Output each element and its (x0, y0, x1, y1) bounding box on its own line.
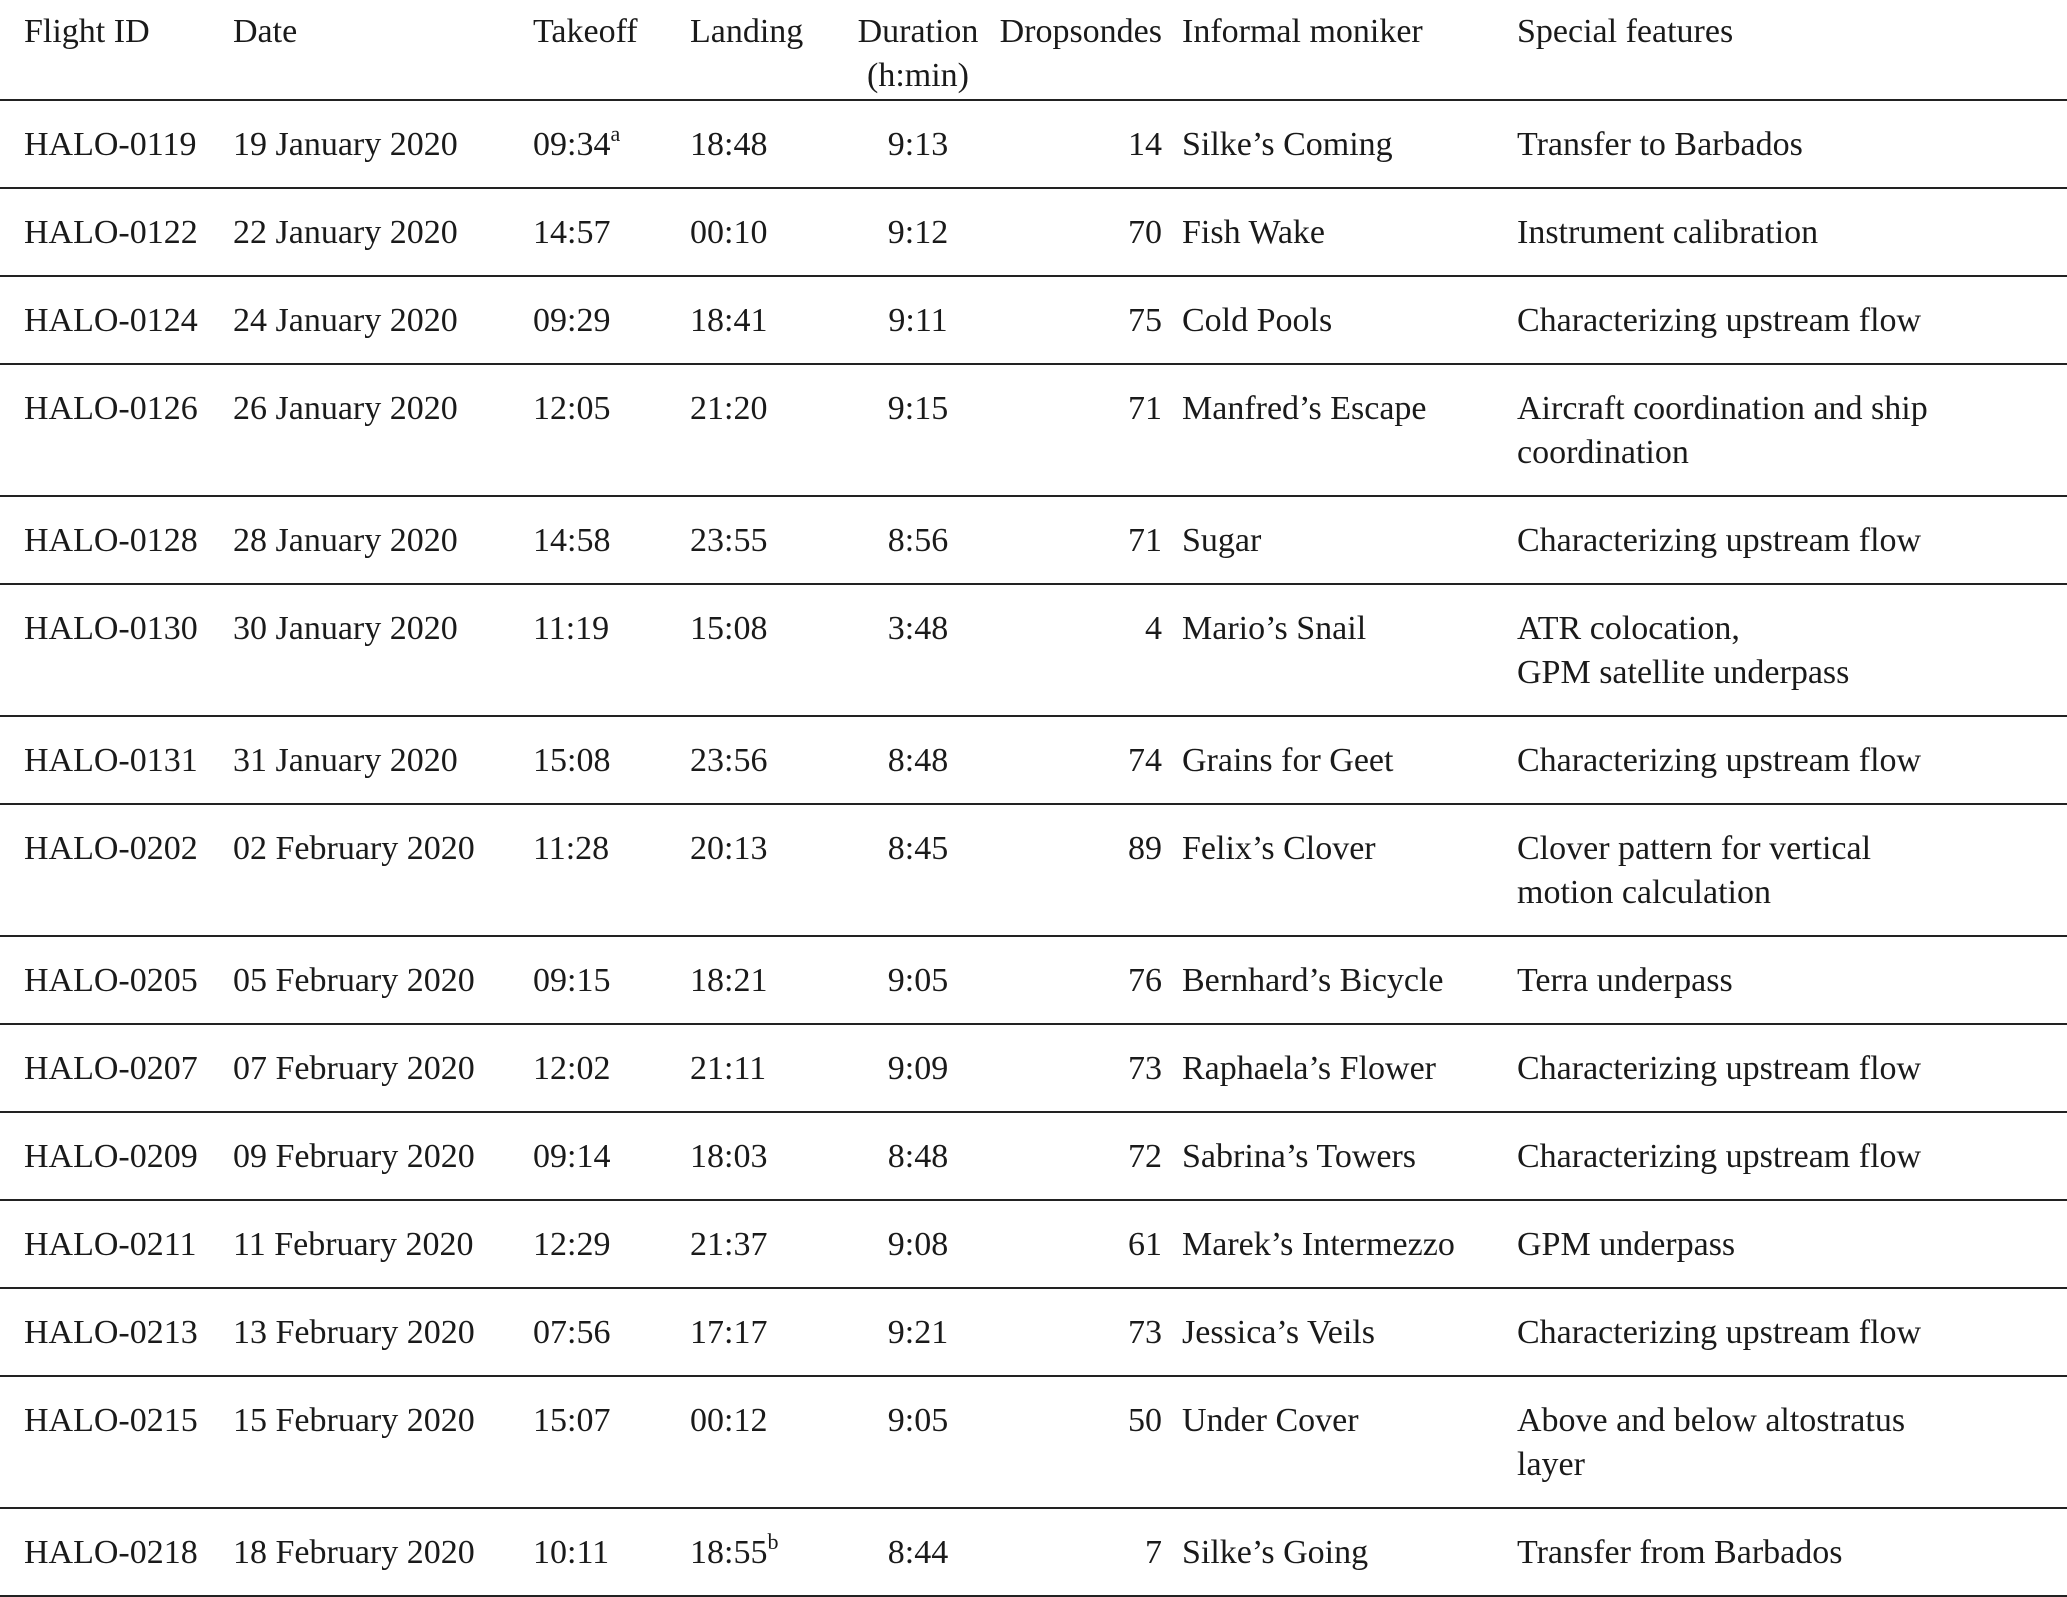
cell-takeoff (533, 1288, 690, 1376)
takeoff-time: 09:29 (533, 302, 611, 339)
takeoff-time: 14:57 (533, 214, 611, 251)
cell-features (1517, 1288, 2067, 1376)
table-row (0, 584, 2067, 716)
feature-line: coordination (1517, 434, 1689, 471)
cell-features (1517, 364, 2067, 496)
landing-time: 17:17 (690, 1314, 768, 1351)
cell-duration: 8:45 (844, 804, 992, 936)
cell-landing (690, 936, 844, 1024)
header-duration-label: Duration (857, 13, 979, 50)
cell-moniker: Grains for Geet (1182, 716, 1517, 804)
takeoff-time: 15:07 (533, 1402, 611, 1439)
cell-moniker: Marek’s Intermezzo (1182, 1200, 1517, 1288)
cell-landing (690, 188, 844, 276)
landing-time: 20:13 (690, 830, 768, 867)
cell-takeoff (533, 936, 690, 1024)
cell-duration: 8:48 (844, 716, 992, 804)
cell-moniker: Cold Pools (1182, 276, 1517, 364)
cell-dropsondes: 14 (992, 100, 1182, 188)
cell-flight-id: HALO-0131 (0, 716, 233, 804)
feature-line: Characterizing upstream flow (1517, 1138, 1922, 1175)
takeoff-time: 09:15 (533, 962, 611, 999)
cell-landing (690, 1508, 844, 1596)
table-row (0, 936, 2067, 1024)
cell-flight-id: HALO-0218 (0, 1508, 233, 1596)
feature-line: Transfer from Barbados (1517, 1534, 1843, 1571)
cell-date: 22 January 2020 (233, 188, 533, 276)
feature-line: Clover pattern for vertical (1517, 830, 1872, 867)
cell-date: 11 February 2020 (233, 1200, 533, 1288)
cell-features (1517, 1200, 2067, 1288)
cell-landing (690, 100, 844, 188)
cell-flight-id: HALO-0122 (0, 188, 233, 276)
cell-flight-id: HALO-0124 (0, 276, 233, 364)
cell-dropsondes: 71 (992, 496, 1182, 584)
header-duration-unit: (h:min) (867, 57, 969, 94)
cell-landing (690, 1024, 844, 1112)
cell-takeoff (533, 276, 690, 364)
cell-features (1517, 496, 2067, 584)
landing-time: 18:48 (690, 126, 768, 163)
cell-moniker: Felix’s Clover (1182, 804, 1517, 936)
header-flight-id: Flight ID (0, 0, 233, 100)
cell-duration: 8:48 (844, 1112, 992, 1200)
cell-date: 26 January 2020 (233, 364, 533, 496)
cell-takeoff (533, 496, 690, 584)
header-landing: Landing (690, 0, 844, 100)
feature-line: Terra underpass (1517, 962, 1733, 999)
cell-dropsondes: 89 (992, 804, 1182, 936)
feature-line: GPM underpass (1517, 1226, 1736, 1263)
feature-line: motion calculation (1517, 874, 1771, 911)
cell-flight-id: HALO-0126 (0, 364, 233, 496)
cell-landing (690, 804, 844, 936)
cell-flight-id: HALO-0211 (0, 1200, 233, 1288)
cell-duration: 8:44 (844, 1508, 992, 1596)
cell-landing (690, 496, 844, 584)
table-row (0, 1112, 2067, 1200)
takeoff-time: 15:08 (533, 742, 611, 779)
cell-moniker: Mario’s Snail (1182, 584, 1517, 716)
cell-date: 07 February 2020 (233, 1024, 533, 1112)
cell-flight-id: HALO-0128 (0, 496, 233, 584)
feature-line: Characterizing upstream flow (1517, 1314, 1922, 1351)
cell-landing (690, 584, 844, 716)
takeoff-time: 12:29 (533, 1226, 611, 1263)
cell-dropsondes: 61 (992, 1200, 1182, 1288)
takeoff-time: 09:14 (533, 1138, 611, 1175)
takeoff-time: 07:56 (533, 1314, 611, 1351)
feature-line: layer (1517, 1446, 1585, 1483)
feature-line: Characterizing upstream flow (1517, 302, 1922, 339)
table-row (0, 1508, 2067, 1596)
landing-time: 18:21 (690, 962, 768, 999)
landing-time: 21:11 (690, 1050, 767, 1087)
table-row (0, 1376, 2067, 1508)
table-row (0, 188, 2067, 276)
cell-moniker: Fish Wake (1182, 188, 1517, 276)
cell-moniker: Jessica’s Veils (1182, 1288, 1517, 1376)
cell-duration: 9:09 (844, 1024, 992, 1112)
cell-date: 02 February 2020 (233, 804, 533, 936)
takeoff-time: 09:34 (533, 126, 611, 163)
cell-date: 31 January 2020 (233, 716, 533, 804)
takeoff-time: 14:58 (533, 522, 611, 559)
header-date: Date (233, 0, 533, 100)
takeoff-time: 12:05 (533, 390, 611, 427)
cell-moniker: Silke’s Going (1182, 1508, 1517, 1596)
cell-landing (690, 1376, 844, 1508)
cell-takeoff (533, 716, 690, 804)
feature-line: Above and below altostratus (1517, 1402, 1906, 1439)
landing-time: 00:10 (690, 214, 768, 251)
feature-line: Characterizing upstream flow (1517, 742, 1922, 779)
cell-flight-id: HALO-0119 (0, 100, 233, 188)
cell-flight-id: HALO-0202 (0, 804, 233, 936)
cell-takeoff (533, 364, 690, 496)
cell-date: 30 January 2020 (233, 584, 533, 716)
cell-features (1517, 936, 2067, 1024)
cell-date: 09 February 2020 (233, 1112, 533, 1200)
feature-line: Aircraft coordination and ship (1517, 390, 1928, 427)
table-row (0, 1200, 2067, 1288)
cell-date: 18 February 2020 (233, 1508, 533, 1596)
cell-landing (690, 364, 844, 496)
cell-dropsondes: 74 (992, 716, 1182, 804)
cell-duration: 9:08 (844, 1200, 992, 1288)
cell-dropsondes: 50 (992, 1376, 1182, 1508)
cell-flight-id: HALO-0213 (0, 1288, 233, 1376)
cell-features (1517, 1112, 2067, 1200)
cell-date: 19 January 2020 (233, 100, 533, 188)
landing-time: 23:56 (690, 742, 768, 779)
cell-date: 24 January 2020 (233, 276, 533, 364)
table-row (0, 100, 2067, 188)
table-row (0, 364, 2067, 496)
cell-duration: 9:15 (844, 364, 992, 496)
cell-moniker: Raphaela’s Flower (1182, 1024, 1517, 1112)
cell-takeoff (533, 584, 690, 716)
feature-line: Transfer to Barbados (1517, 126, 1803, 163)
cell-duration: 9:21 (844, 1288, 992, 1376)
cell-features (1517, 1376, 2067, 1508)
cell-duration: 9:05 (844, 1376, 992, 1508)
cell-flight-id: HALO-0130 (0, 584, 233, 716)
table-row (0, 1288, 2067, 1376)
cell-takeoff (533, 1024, 690, 1112)
takeoff-time: 11:19 (533, 610, 610, 647)
cell-dropsondes: 70 (992, 188, 1182, 276)
cell-duration: 9:13 (844, 100, 992, 188)
cell-landing (690, 1112, 844, 1200)
cell-takeoff (533, 1508, 690, 1596)
header-dropsondes: Dropsondes (992, 0, 1182, 100)
table-row (0, 276, 2067, 364)
landing-footnote-marker: b (767, 1529, 779, 1554)
header-takeoff: Takeoff (533, 0, 690, 100)
table-row (0, 496, 2067, 584)
table-row (0, 1024, 2067, 1112)
cell-features (1517, 584, 2067, 716)
cell-takeoff (533, 1376, 690, 1508)
landing-time: 18:55 (690, 1534, 768, 1571)
cell-landing (690, 1200, 844, 1288)
cell-date: 15 February 2020 (233, 1376, 533, 1508)
takeoff-footnote-marker: a (610, 121, 621, 146)
cell-dropsondes: 72 (992, 1112, 1182, 1200)
feature-line: ATR colocation, (1517, 610, 1740, 647)
cell-features (1517, 276, 2067, 364)
cell-moniker: Manfred’s Escape (1182, 364, 1517, 496)
cell-features (1517, 804, 2067, 936)
cell-dropsondes: 71 (992, 364, 1182, 496)
cell-dropsondes: 75 (992, 276, 1182, 364)
feature-line: GPM satellite underpass (1517, 654, 1850, 691)
cell-moniker: Bernhard’s Bicycle (1182, 936, 1517, 1024)
header-row (0, 0, 2067, 100)
feature-line: Characterizing upstream flow (1517, 522, 1922, 559)
cell-duration: 3:48 (844, 584, 992, 716)
landing-time: 18:03 (690, 1138, 768, 1175)
cell-landing (690, 1288, 844, 1376)
cell-moniker: Sugar (1182, 496, 1517, 584)
cell-duration: 9:12 (844, 188, 992, 276)
header-moniker: Informal moniker (1182, 0, 1517, 100)
takeoff-time: 10:11 (533, 1534, 610, 1571)
cell-landing (690, 276, 844, 364)
landing-time: 18:41 (690, 302, 768, 339)
cell-dropsondes: 76 (992, 936, 1182, 1024)
table-body (0, 100, 2067, 1596)
feature-line: Characterizing upstream flow (1517, 1050, 1922, 1087)
cell-flight-id: HALO-0209 (0, 1112, 233, 1200)
cell-duration: 9:11 (844, 276, 992, 364)
cell-moniker: Silke’s Coming (1182, 100, 1517, 188)
header-features: Special features (1517, 0, 2067, 100)
landing-time: 15:08 (690, 610, 768, 647)
cell-flight-id: HALO-0215 (0, 1376, 233, 1508)
cell-moniker: Sabrina’s Towers (1182, 1112, 1517, 1200)
cell-takeoff (533, 804, 690, 936)
cell-takeoff (533, 188, 690, 276)
cell-takeoff (533, 1200, 690, 1288)
cell-flight-id: HALO-0205 (0, 936, 233, 1024)
cell-landing (690, 716, 844, 804)
cell-features (1517, 100, 2067, 188)
cell-features (1517, 1024, 2067, 1112)
table-row (0, 804, 2067, 936)
cell-features (1517, 716, 2067, 804)
cell-takeoff (533, 1112, 690, 1200)
table-row (0, 716, 2067, 804)
takeoff-time: 11:28 (533, 830, 610, 867)
cell-takeoff (533, 100, 690, 188)
landing-time: 21:20 (690, 390, 768, 427)
landing-time: 23:55 (690, 522, 768, 559)
cell-flight-id: HALO-0207 (0, 1024, 233, 1112)
cell-dropsondes: 73 (992, 1288, 1182, 1376)
takeoff-time: 12:02 (533, 1050, 611, 1087)
feature-line: Instrument calibration (1517, 214, 1819, 251)
cell-date: 13 February 2020 (233, 1288, 533, 1376)
cell-date: 28 January 2020 (233, 496, 533, 584)
cell-date: 05 February 2020 (233, 936, 533, 1024)
cell-dropsondes: 7 (992, 1508, 1182, 1596)
cell-duration: 9:05 (844, 936, 992, 1024)
cell-moniker: Under Cover (1182, 1376, 1517, 1508)
cell-duration: 8:56 (844, 496, 992, 584)
landing-time: 00:12 (690, 1402, 768, 1439)
header-duration (844, 0, 992, 100)
landing-time: 21:37 (690, 1226, 768, 1263)
cell-dropsondes: 4 (992, 584, 1182, 716)
cell-features (1517, 1508, 2067, 1596)
cell-dropsondes: 73 (992, 1024, 1182, 1112)
table-header (0, 0, 2067, 100)
cell-features (1517, 188, 2067, 276)
